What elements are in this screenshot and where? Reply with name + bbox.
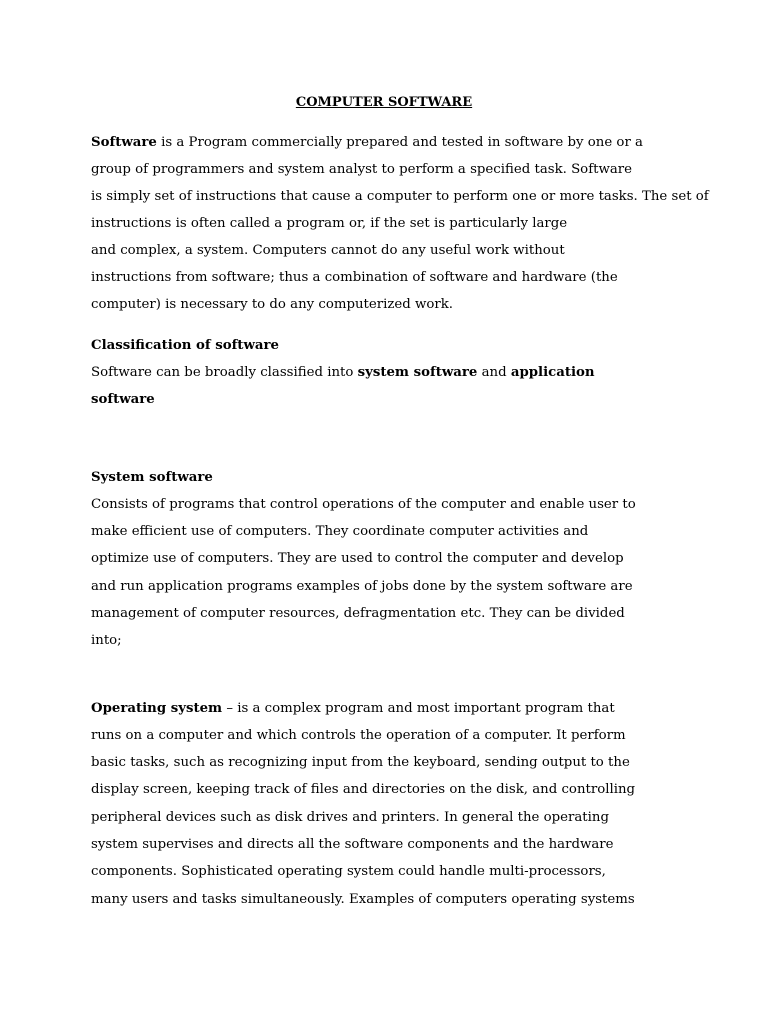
intro-line-5: and complex, a system. Computers cannot do any useful work without — [91, 243, 565, 258]
system-software-line-1: Consists of programs that control operations of the computer and enable user to — [91, 497, 636, 512]
intro-line-3: is simply set of instructions that cause a computer to perform one or more tasks. The set of — [91, 189, 709, 204]
operating-system-line-1: Operating system – is a complex program and most important program that — [91, 701, 615, 716]
intro-line-1 — [91, 134, 643, 152]
operating-system-line-2: runs on a computer and which controls the operation of a computer. It perform — [91, 728, 626, 743]
classification-heading: Classification of software — [91, 338, 279, 353]
classification-line-1: Software can be broadly classified into system software and application — [91, 365, 595, 380]
system-software-heading: System software — [91, 470, 213, 485]
system-software-line-4: and run application programs examples of jobs done by the system software are — [91, 579, 633, 594]
operating-system-line-8: many users and tasks simultaneously. Examples of computers operating systems — [91, 892, 635, 907]
operating-system-line-4: display screen, keeping track of files and directories on the disk, and controlling — [91, 782, 636, 797]
intro-line-2: group of programmers and system analyst to perform a specified task. Software — [91, 162, 632, 177]
system-software-line-3: optimize use of computers. They are used to control the computer and develop — [91, 551, 624, 566]
software-term: Software — [91, 135, 157, 150]
system-software-line-6: into; — [91, 633, 122, 648]
intro-line-6: instructions from software; thus a combination of software and hardware (the — [91, 270, 618, 285]
operating-system-line-6: system supervises and directs all the software components and the hardware — [91, 837, 614, 852]
classification-line-2: software — [91, 392, 155, 407]
intro-line-7: computer) is necessary to do any computerized work. — [91, 297, 453, 312]
system-software-line-2: make efficient use of computers. They coordinate computer activities and — [91, 524, 589, 539]
application-term: application — [510, 365, 595, 380]
operating-system-term: Operating system — [91, 701, 223, 716]
intro-line-4: instructions is often called a program or, if the set is particularly large — [91, 216, 568, 231]
system-software-term: system software — [357, 365, 478, 380]
operating-system-line-7: components. Sophisticated operating system could handle multi-processors, — [91, 864, 606, 879]
operating-system-line-3: basic tasks, such as recognizing input from the keyboard, sending output to the — [91, 755, 630, 770]
system-software-line-5: management of computer resources, defragmentation etc. They can be divided — [91, 606, 625, 621]
intro-text: is a Program commercially prepared and tested in software by one or a — [156, 135, 643, 150]
operating-system-line-5: peripheral devices such as disk drives and printers. In general the operating — [91, 810, 609, 825]
document-title: COMPUTER SOFTWARE — [295, 95, 473, 110]
